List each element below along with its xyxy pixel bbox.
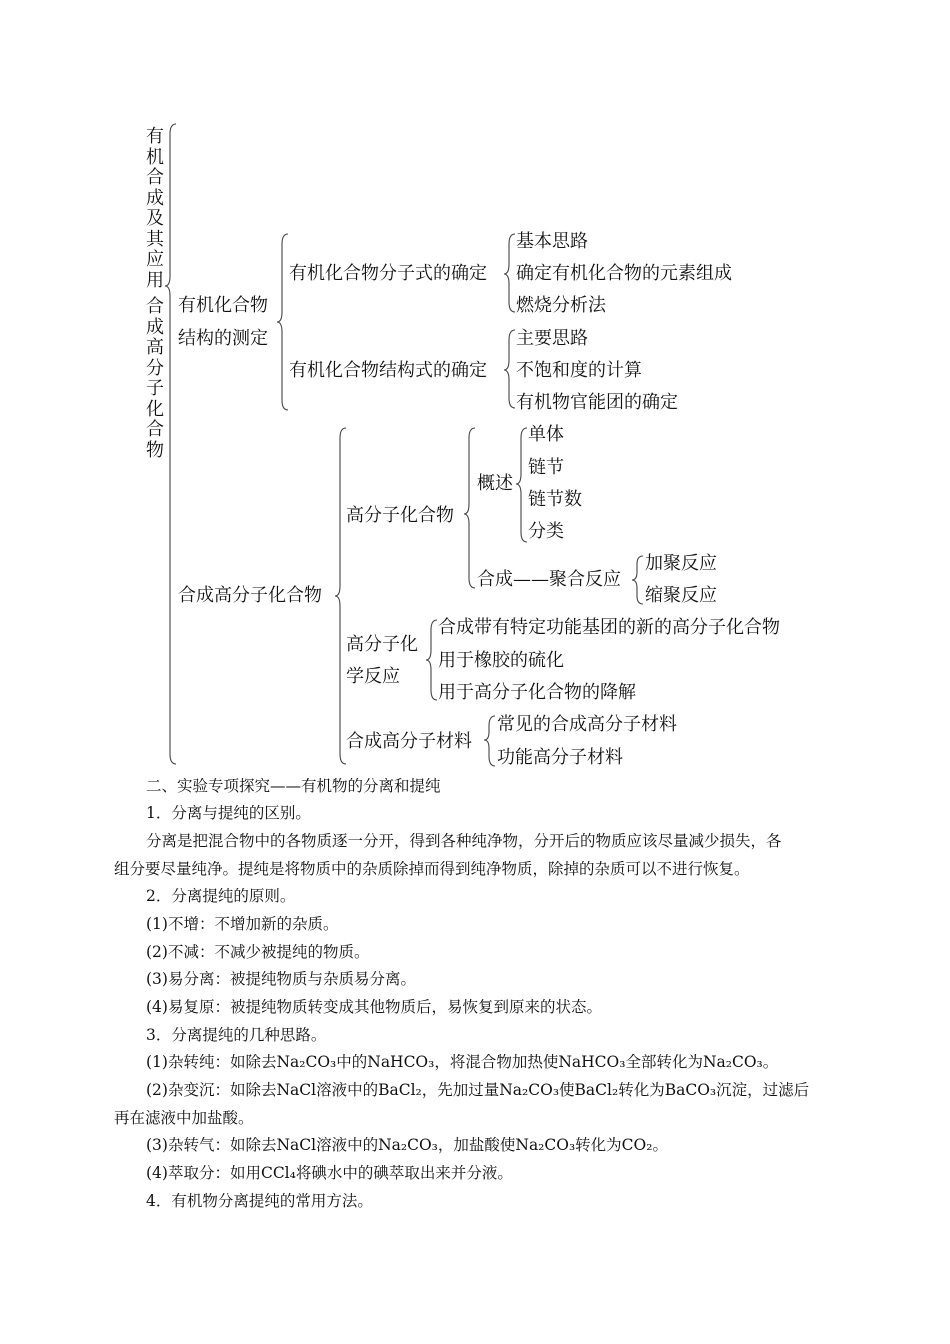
- branch2-sub2-label-line2: 学反应: [346, 666, 400, 687]
- branch1-sub1-label: 有机化合物分子式的确定: [289, 263, 487, 284]
- branch2-sub2-label-line1: 高分子化: [346, 634, 418, 655]
- branch1-sub1-item: 基本思路: [516, 231, 588, 252]
- branch2-sub2-item: 用于高分子化合物的降解: [438, 682, 636, 703]
- branch2-sub2-item: 用于橡胶的硫化: [438, 650, 564, 671]
- branch1-sub1-item: 燃烧分析法: [516, 295, 606, 316]
- principle-item: (1)不增：不增加新的杂质。: [146, 915, 339, 933]
- branch1-sub2-label: 有机化合物结构式的确定: [289, 360, 487, 381]
- paragraph-line: 组分要尽量纯净。提纯是将物质中的杂质除掉而得到纯净物质，除掉的杂质可以不进行恢复。: [114, 860, 750, 878]
- branch1-sub2-item: 主要思路: [516, 328, 588, 349]
- method-item: 再在滤液中加盐酸。: [114, 1109, 254, 1127]
- branch1-label-line1: 有机化合物: [178, 295, 268, 316]
- polymerization-item: 缩聚反应: [645, 585, 717, 606]
- polymerization-label: 合成——聚合反应: [477, 569, 621, 590]
- principle-item: (3)易分离：被提纯物质与杂质易分离。: [146, 970, 416, 988]
- branch2-sub3-item: 常见的合成高分子材料: [497, 714, 677, 735]
- overview-item: 链节: [528, 457, 564, 478]
- subheading-4: 4．有机物分离提纯的常用方法。: [146, 1192, 373, 1210]
- branch1-label-line2: 结构的测定: [178, 328, 268, 349]
- polymerization-item: 加聚反应: [645, 553, 717, 574]
- branch2-label: 合成高分子化合物: [178, 585, 322, 606]
- method-item: (1)杂转纯：如除去Na₂CO₃中的NaHCO₃，将混合物加热使NaHCO₃全部转化为Na₂CO₃。: [146, 1053, 779, 1071]
- root-vertical-title: 有机合成及其应用: [146, 126, 164, 291]
- paragraph-line: 分离是把混合物中的各物质逐一分开，得到各种纯净物，分开后的物质应该尽量减少损失，各: [146, 832, 782, 850]
- principle-item: (2)不减：不减少被提纯的物质。: [146, 943, 370, 961]
- overview-item: 单体: [528, 424, 564, 445]
- overview-item: 链节数: [528, 489, 582, 510]
- branch1-sub1-item: 确定有机化合物的元素组成: [516, 263, 732, 284]
- subheading-2: 2．分离提纯的原则。: [146, 887, 296, 905]
- section-heading: 二、实验专项探究——有机物的分离和提纯: [146, 777, 441, 795]
- subheading-3: 3．分离提纯的几种思路。: [146, 1026, 327, 1044]
- branch2-sub3-label: 合成高分子材料: [346, 731, 472, 752]
- overview-item: 分类: [528, 521, 564, 542]
- branch2-sub2-item: 合成带有特定功能基团的新的高分子化合物: [438, 617, 780, 638]
- branch1-sub2-item: 有机物官能团的确定: [516, 392, 678, 413]
- method-item: (2)杂变沉：如除去NaCl溶液中的BaCl₂，先加过量Na₂CO₃使BaCl₂转化为BaCO₃沉淀，过滤后: [146, 1081, 810, 1099]
- branch1-sub2-item: 不饱和度的计算: [516, 360, 642, 381]
- method-item: (3)杂转气：如除去NaCl溶液中的Na₂CO₃，加盐酸使Na₂CO₃转化为CO₂。: [146, 1136, 668, 1154]
- branch2-sub3-item: 功能高分子材料: [497, 747, 623, 768]
- subheading-1: 1．分离与提纯的区别。: [146, 804, 311, 822]
- branch2-sub1-label: 高分子化合物: [346, 505, 454, 526]
- method-item: (4)萃取分：如用CCl₄将碘水中的碘萃取出来并分液。: [146, 1164, 513, 1182]
- principle-item: (4)易复原：被提纯物质转变成其他物质后，易恢复到原来的状态。: [146, 998, 602, 1016]
- root-vertical-title-2: 合成高分子化合物: [146, 296, 164, 461]
- overview-label: 概述: [477, 473, 513, 494]
